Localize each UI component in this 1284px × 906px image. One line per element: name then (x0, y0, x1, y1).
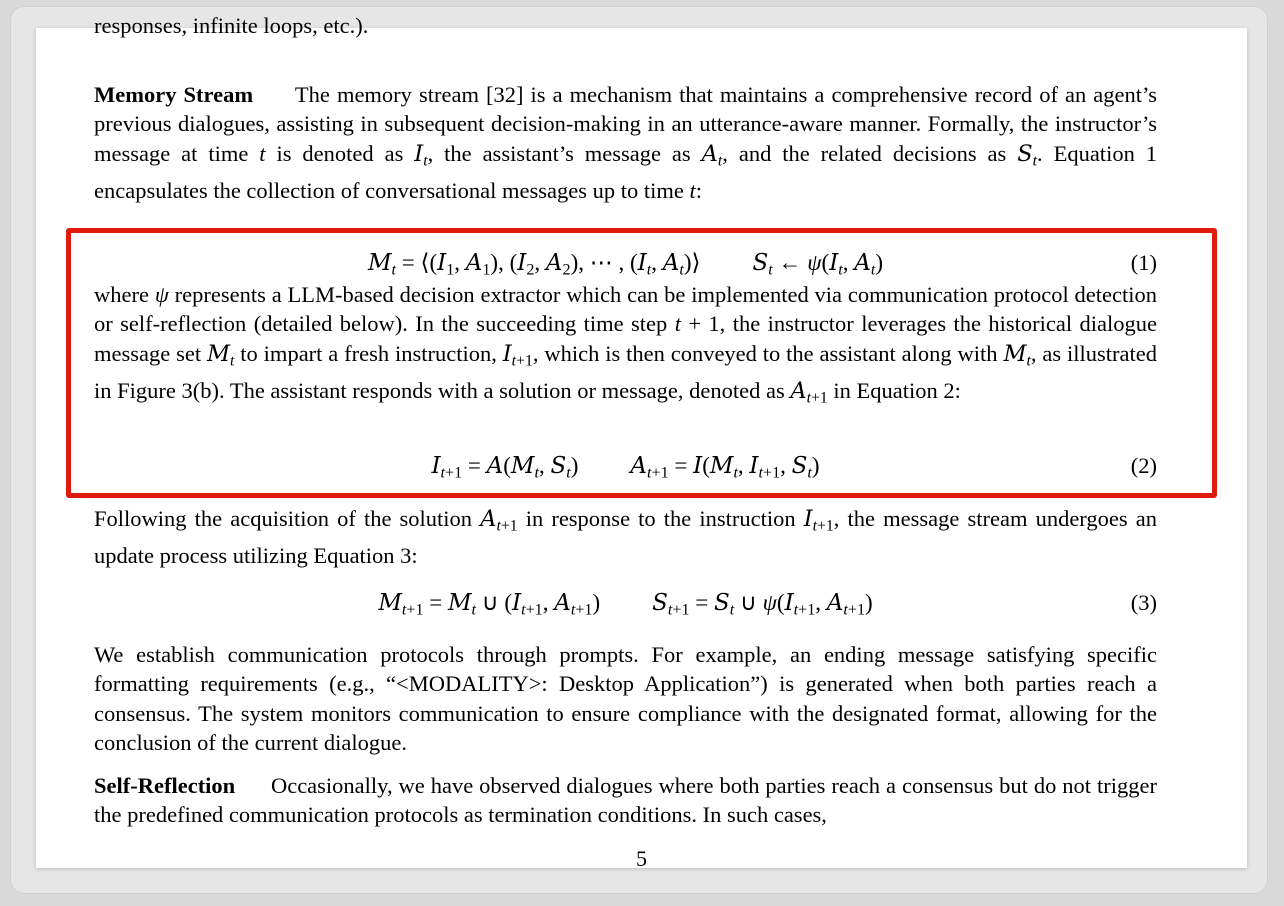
equation-2: $I_{t+1} = A(M_t$, $S_t$) $A_{t+1} = I(M_t$, $I_{t+1}$, $S_t$) (2) (431, 453, 1157, 482)
equation-3: $M_{t+1} = M_t$ ∪ ($I_{t+1}$, $A_{t+1}$) $S_{t+1} = S_t$ ∪ $\psi(I_{t+1}$, $A_{t+1}$) (3) (378, 590, 1157, 619)
paragraph-text: The memory stream [32] is a mechanism that maintains a comprehensive record of an agent’s previous dialogues, assisting in subsequent decision-making in an utterance-aware manner. Formally, the instructor’s message at time t is denoted as $I_t$, the assistant’s message as $A_t$, and the related decisions as $S_t$. Equation 1 encapsulates the collection of conversational messages up to time t: (94, 82, 1158, 203)
paragraph-psi-explanation (94, 280, 1157, 422)
paragraph-protocols (94, 640, 1157, 768)
page-number: 5 (636, 846, 647, 871)
equation-number-1: (1) (1130, 250, 1157, 275)
paragraph-text: Following the acquisition of the solution $A_{t+1}$ in response to the instruction $I_{t+1}$, the message stream undergoes an update process utilizing Equation 3: (94, 506, 1157, 568)
paragraph-text: where ψ represents a LLM-based decision extractor which can be implemented via communication protocol detection or self-reflection (detailed below). In the succeeding time step t + 1, the instructor leverages the historical dialogue message set $M_t$ to impart a fresh instruction, $I_{t+1}$, which is then conveyed to the assistant along with $M_t$, as illustrated in Figure 3(b). The assistant responds with a solution or message, denoted as $A_{t+1}$ in Equation 2: (94, 282, 1158, 407)
paragraph-following-acquisition (94, 504, 1157, 580)
paragraph-memory-stream (94, 80, 1157, 215)
runin-heading-self-reflection: Self-Reflection (94, 773, 236, 798)
runin-heading-memory-stream: Memory Stream (94, 82, 254, 107)
paragraph-self-reflection (94, 771, 1157, 840)
paragraph-text: Occasionally, we have observed dialogues where both parties reach a consensus but do not trigger the predefined communication protocols as termination conditions. In such cases, (94, 773, 1157, 828)
pdf-page (36, 13, 1247, 871)
equation-number-3: (3) (1130, 590, 1157, 615)
equation-1: $M_t$ = $⟨(I_1$, $A_1$), ($I_2$, $A_2$), ⋯ , ($I_t$, $A_t)⟩$ $S_t$ ← $\psi(I_t$, $A_t$) (1) (367, 250, 1157, 279)
paragraph-text: We establish communication protocols through prompts. For example, an ending message satisfying specific formatting requirements (e.g., “<MODALITY>: Desktop Application”) is generated when both parties reach a consensus. The system monitors communication to ensure compliance with the designated format, allowing for the conclusion of the current dialogue. (94, 642, 1157, 756)
clipped-previous-line: responses, infinite loops, etc.). (94, 13, 369, 38)
equation-number-2: (2) (1130, 453, 1157, 478)
